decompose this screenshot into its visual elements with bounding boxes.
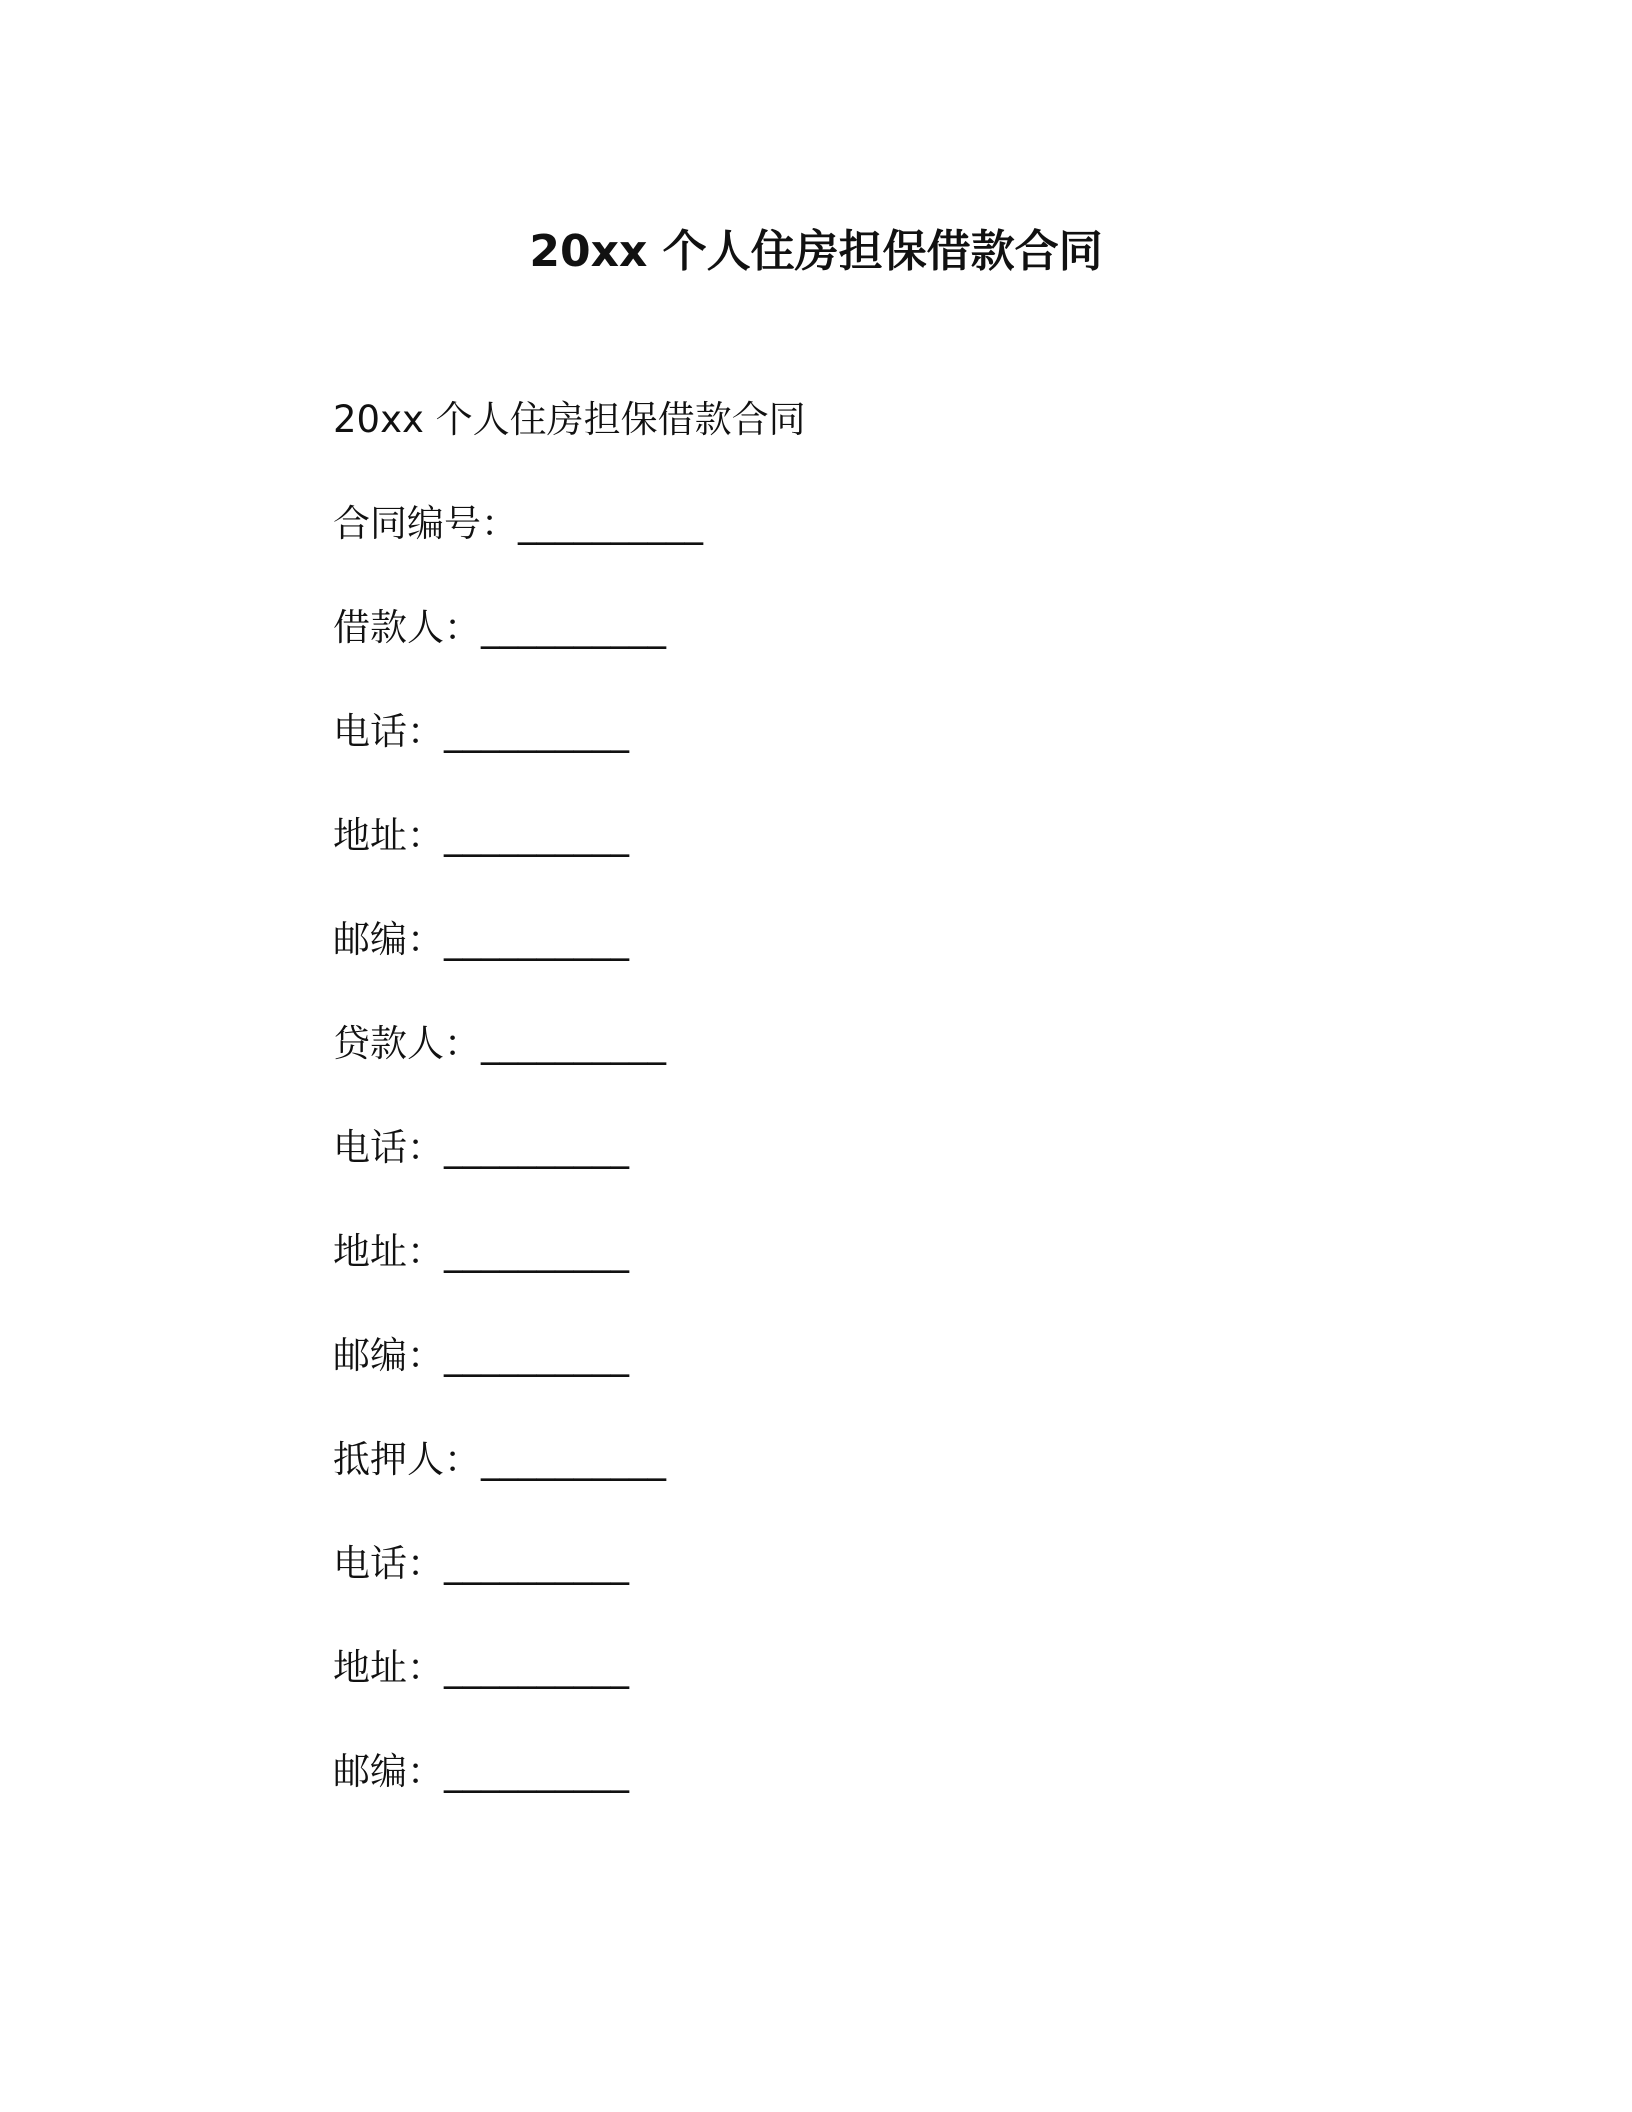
field-blank: __________ bbox=[481, 1022, 666, 1065]
field-borrower bbox=[333, 600, 1333, 656]
field-mortgagor-postcode bbox=[333, 1744, 1333, 1800]
field-blank: __________ bbox=[444, 918, 629, 961]
field-label: 电话： bbox=[333, 1126, 444, 1169]
field-blank: __________ bbox=[444, 1750, 629, 1793]
field-label: 地址： bbox=[333, 1646, 444, 1689]
field-mortgagor bbox=[333, 1432, 1333, 1488]
field-label: 贷款人： bbox=[333, 1022, 481, 1065]
field-label: 邮编： bbox=[333, 1334, 444, 1377]
field-mortgagor-phone bbox=[333, 1536, 1333, 1592]
document-body bbox=[333, 392, 1333, 1848]
field-mortgagor-address bbox=[333, 1640, 1333, 1696]
field-borrower-phone bbox=[333, 704, 1333, 760]
field-blank: __________ bbox=[444, 814, 629, 857]
field-blank: __________ bbox=[481, 606, 666, 649]
field-label: 借款人： bbox=[333, 606, 481, 649]
document-subtitle: 20xx 个人住房担保借款合同 bbox=[333, 398, 806, 441]
field-lender-phone bbox=[333, 1120, 1333, 1176]
field-blank: __________ bbox=[444, 1334, 629, 1377]
field-blank: __________ bbox=[444, 1542, 629, 1585]
field-label: 合同编号： bbox=[333, 502, 518, 545]
field-blank: __________ bbox=[444, 1126, 629, 1169]
field-borrower-postcode bbox=[333, 912, 1333, 968]
field-lender-postcode bbox=[333, 1328, 1333, 1384]
field-lender bbox=[333, 1016, 1333, 1072]
field-blank: __________ bbox=[481, 1438, 666, 1481]
field-label: 电话： bbox=[333, 1542, 444, 1585]
field-blank: __________ bbox=[444, 1230, 629, 1273]
field-label: 地址： bbox=[333, 814, 444, 857]
field-label: 抵押人： bbox=[333, 1438, 481, 1481]
page-title: 20xx 个人住房担保借款合同 bbox=[529, 226, 1103, 277]
field-lender-address bbox=[333, 1224, 1333, 1280]
field-label: 邮编： bbox=[333, 918, 444, 961]
field-borrower-address bbox=[333, 808, 1333, 864]
field-contract-number bbox=[333, 496, 1333, 552]
field-label: 地址： bbox=[333, 1230, 444, 1273]
field-label: 邮编： bbox=[333, 1750, 444, 1793]
field-label: 电话： bbox=[333, 710, 444, 753]
field-blank: __________ bbox=[518, 502, 703, 545]
field-blank: __________ bbox=[444, 1646, 629, 1689]
field-blank: __________ bbox=[444, 710, 629, 753]
